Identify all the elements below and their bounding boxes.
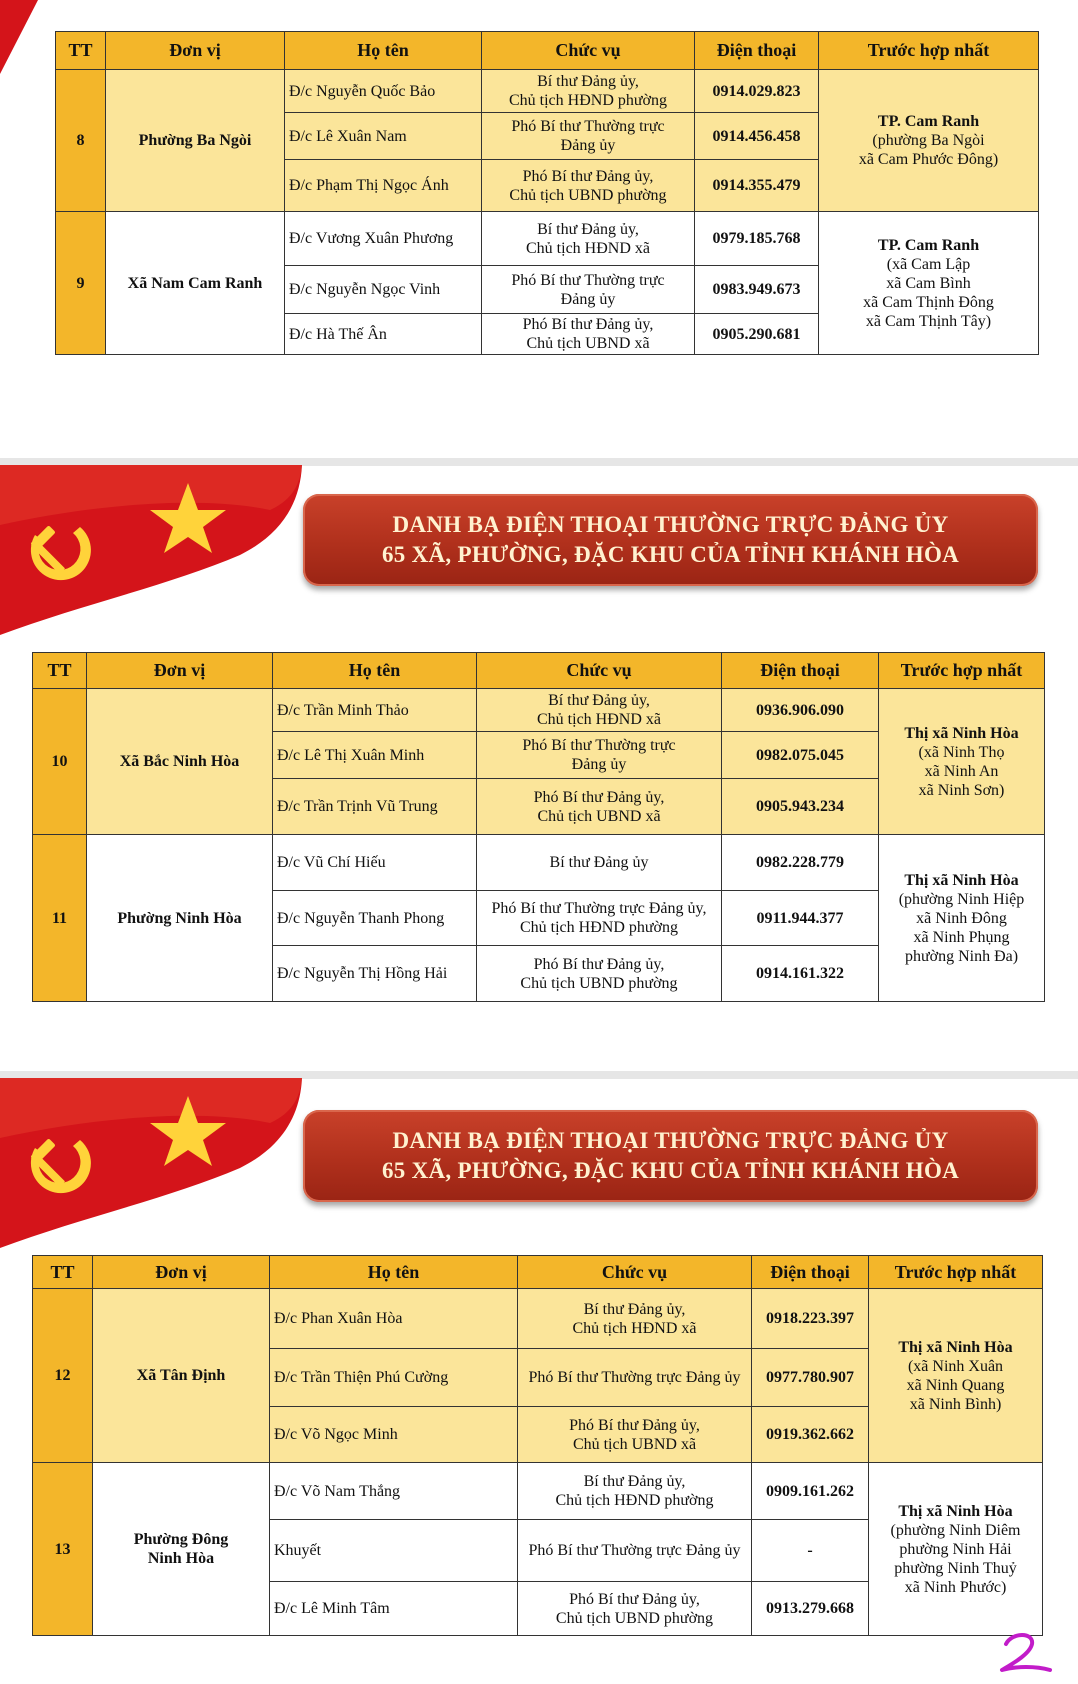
member-phone: 0914.355.479 — [695, 160, 819, 212]
member-position: Phó Bí thư Đảng ủy, Chủ tịch UBND phường — [477, 946, 722, 1002]
banner-line-1: DANH BẠ ĐIỆN THOẠI THƯỜNG TRỰC ĐẢNG ỦY — [392, 512, 949, 537]
member-position: Phó Bí thư Thường trực Đảng ủy — [477, 732, 722, 779]
member-phone: 0979.185.768 — [695, 212, 819, 266]
header-previous: Trước hợp nhất — [869, 1256, 1043, 1289]
header-name: Họ tên — [270, 1256, 518, 1289]
member-name: Đ/c Nguyễn Quốc Bảo — [285, 70, 482, 113]
row-number: 12 — [33, 1289, 93, 1463]
flag-corner-top — [0, 0, 40, 80]
member-position: Bí thư Đảng ủy, Chủ tịch HĐND xã — [482, 212, 695, 266]
table-row — [33, 1463, 1043, 1520]
member-position: Bí thư Đảng ủy, Chủ tịch HĐND phường — [518, 1463, 752, 1520]
member-name: Đ/c Phạm Thị Ngọc Ánh — [285, 160, 482, 212]
member-name: Đ/c Lê Minh Tâm — [270, 1582, 518, 1636]
section-banner — [303, 1110, 1038, 1202]
header-position: Chức vụ — [518, 1256, 752, 1289]
member-position: Phó Bí thư Thường trực Đảng ủy — [518, 1349, 752, 1407]
unit-name: Xã Bắc Ninh Hòa — [87, 689, 273, 835]
header-tt: TT — [56, 32, 106, 70]
member-position: Phó Bí thư Đảng ủy, Chủ tịch UBND phường — [482, 160, 695, 212]
header-unit: Đơn vị — [106, 32, 285, 70]
member-phone: 0983.949.673 — [695, 266, 819, 314]
member-name: Đ/c Nguyễn Thị Hồng Hải — [273, 946, 477, 1002]
previous-units: TP. Cam Ranh (xã Cam Lập xã Cam Bình xã Cam Thịnh Đông xã Cam Thịnh Tây) — [819, 212, 1039, 355]
row-number: 11 — [33, 835, 87, 1002]
header-phone: Điện thoại — [752, 1256, 869, 1289]
member-name: Đ/c Nguyễn Thanh Phong — [273, 891, 477, 946]
page-number — [992, 1630, 1056, 1674]
header-unit: Đơn vị — [87, 653, 273, 689]
table-row — [56, 212, 1039, 266]
table-row — [33, 1289, 1043, 1349]
member-phone: 0905.943.234 — [722, 779, 879, 835]
directory-table-1 — [55, 31, 1039, 355]
member-phone: 0918.223.397 — [752, 1289, 869, 1349]
member-name: Đ/c Lê Thị Xuân Minh — [273, 732, 477, 779]
section-banner — [303, 494, 1038, 586]
member-phone: 0909.161.262 — [752, 1463, 869, 1520]
member-phone: - — [752, 1520, 869, 1582]
unit-name: Phường Đông Ninh Hòa — [93, 1463, 270, 1636]
previous-units: Thị xã Ninh Hòa (xã Ninh Xuân xã Ninh Quang xã Ninh Bình) — [869, 1289, 1043, 1463]
member-position: Phó Bí thư Thường trực Đảng ủy — [518, 1520, 752, 1582]
member-name: Đ/c Vương Xuân Phương — [285, 212, 482, 266]
member-position: Phó Bí thư Thường trực Đảng ủy, Chủ tịch HĐND phường — [477, 891, 722, 946]
directory-table-2 — [32, 652, 1045, 1002]
member-position: Phó Bí thư Đảng ủy, Chủ tịch UBND xã — [482, 314, 695, 355]
member-phone: 0982.075.045 — [722, 732, 879, 779]
banner-line-2: 65 XÃ, PHƯỜNG, ĐẶC KHU CỦA TỈNH KHÁNH HÒA — [381, 1158, 960, 1183]
member-name: Đ/c Nguyễn Ngọc Vinh — [285, 266, 482, 314]
directory-table-3 — [32, 1255, 1043, 1636]
member-phone: 0913.279.668 — [752, 1582, 869, 1636]
unit-name: Xã Nam Cam Ranh — [106, 212, 285, 355]
previous-units: Thị xã Ninh Hòa (phường Ninh Diêm phường Ninh Hải phường Ninh Thuỷ xã Ninh Phước) — [869, 1463, 1043, 1636]
header-previous: Trước hợp nhất — [819, 32, 1039, 70]
member-name: Đ/c Phan Xuân Hòa — [270, 1289, 518, 1349]
previous-units: TP. Cam Ranh (phường Ba Ngòi xã Cam Phước Đông) — [819, 70, 1039, 212]
member-phone: 0911.944.377 — [722, 891, 879, 946]
member-name: Đ/c Lê Xuân Nam — [285, 113, 482, 160]
header-phone: Điện thoại — [722, 653, 879, 689]
header-name: Họ tên — [273, 653, 477, 689]
unit-name: Phường Ninh Hòa — [87, 835, 273, 1002]
member-name: Đ/c Trần Minh Thảo — [273, 689, 477, 732]
unit-name: Xã Tân Định — [93, 1289, 270, 1463]
member-name: Đ/c Trần Trịnh Vũ Trung — [273, 779, 477, 835]
header-position: Chức vụ — [477, 653, 722, 689]
member-phone: 0977.780.907 — [752, 1349, 869, 1407]
member-phone: 0914.456.458 — [695, 113, 819, 160]
table-row — [56, 70, 1039, 113]
member-position: Bí thư Đảng ủy, Chủ tịch HĐND xã — [477, 689, 722, 732]
member-position: Phó Bí thư Đảng ủy, Chủ tịch UBND xã — [518, 1407, 752, 1463]
party-flag — [0, 1078, 310, 1248]
banner-line-2: 65 XÃ, PHƯỜNG, ĐẶC KHU CỦA TỈNH KHÁNH HÒA — [381, 542, 960, 567]
member-name: Đ/c Hà Thế Ân — [285, 314, 482, 355]
header-position: Chức vụ — [482, 32, 695, 70]
row-number: 9 — [56, 212, 106, 355]
row-number: 13 — [33, 1463, 93, 1636]
party-flag — [0, 465, 310, 635]
unit-name: Phường Ba Ngòi — [106, 70, 285, 212]
member-phone: 0936.906.090 — [722, 689, 879, 732]
member-phone: 0905.290.681 — [695, 314, 819, 355]
header-phone: Điện thoại — [695, 32, 819, 70]
member-phone: 0919.362.662 — [752, 1407, 869, 1463]
header-name: Họ tên — [285, 32, 482, 70]
header-previous: Trước hợp nhất — [879, 653, 1045, 689]
member-position: Bí thư Đảng ủy, Chủ tịch HĐND phường — [482, 70, 695, 113]
member-name: Đ/c Trần Thiện Phú Cường — [270, 1349, 518, 1407]
member-name: Khuyết — [270, 1520, 518, 1582]
member-position: Phó Bí thư Đảng ủy, Chủ tịch UBND phường — [518, 1582, 752, 1636]
header-tt: TT — [33, 1256, 93, 1289]
header-unit: Đơn vị — [93, 1256, 270, 1289]
row-number: 8 — [56, 70, 106, 212]
header-tt: TT — [33, 653, 87, 689]
banner-line-1: DANH BẠ ĐIỆN THOẠI THƯỜNG TRỰC ĐẢNG ỦY — [392, 1128, 949, 1153]
table-row — [33, 689, 1045, 732]
previous-units: Thị xã Ninh Hòa (phường Ninh Hiệp xã Ninh Đông xã Ninh Phụng phường Ninh Đa) — [879, 835, 1045, 1002]
member-position: Bí thư Đảng ủy, Chủ tịch HĐND xã — [518, 1289, 752, 1349]
member-position: Phó Bí thư Đảng ủy, Chủ tịch UBND xã — [477, 779, 722, 835]
member-phone: 0914.161.322 — [722, 946, 879, 1002]
member-position: Phó Bí thư Thường trực Đảng ủy — [482, 266, 695, 314]
member-name: Đ/c Võ Nam Thắng — [270, 1463, 518, 1520]
member-position: Bí thư Đảng ủy — [477, 835, 722, 891]
member-position: Phó Bí thư Thường trực Đảng ủy — [482, 113, 695, 160]
previous-units: Thị xã Ninh Hòa (xã Ninh Thọ xã Ninh An xã Ninh Sơn) — [879, 689, 1045, 835]
member-name: Đ/c Võ Ngọc Minh — [270, 1407, 518, 1463]
member-phone: 0914.029.823 — [695, 70, 819, 113]
member-phone: 0982.228.779 — [722, 835, 879, 891]
table-row — [33, 835, 1045, 891]
member-name: Đ/c Vũ Chí Hiếu — [273, 835, 477, 891]
row-number: 10 — [33, 689, 87, 835]
